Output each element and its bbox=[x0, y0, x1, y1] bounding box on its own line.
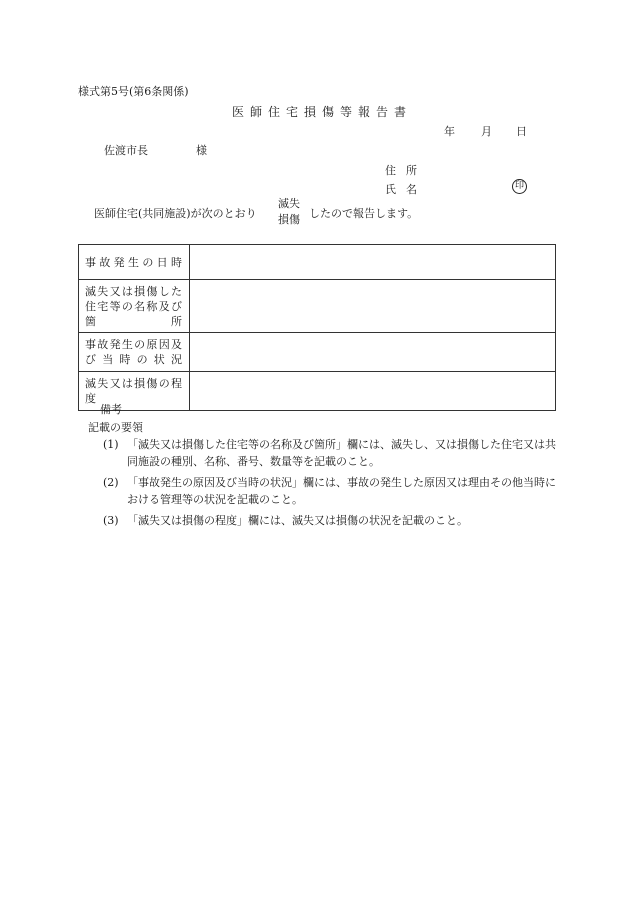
table-row bbox=[79, 333, 556, 372]
statement-options bbox=[278, 196, 300, 228]
note-text: 「滅失又は損傷の程度」欄には、滅失又は損傷の状況を記載のこと。 bbox=[127, 514, 468, 527]
table-row bbox=[79, 280, 556, 333]
instructions-title: 記載の要領 bbox=[88, 421, 143, 434]
remarks-heading: 備考 bbox=[100, 403, 122, 416]
note-item bbox=[103, 512, 558, 529]
date-month-label: 月 bbox=[481, 125, 492, 138]
row-value-field[interactable] bbox=[190, 245, 556, 280]
note-number: (3) bbox=[103, 514, 119, 527]
row-value-field[interactable] bbox=[190, 333, 556, 372]
page-title: 医師住宅損傷等報告書 bbox=[232, 105, 413, 119]
note-text: 「事故発生の原因及び当時の状況」欄には、事故の発生した原因又は理由その他当時における管理等の状況を記載のこと。 bbox=[127, 476, 556, 506]
table-row bbox=[79, 372, 556, 411]
statement-option-damage: 損傷 bbox=[278, 213, 300, 226]
name-label: 氏名 bbox=[385, 183, 427, 196]
row-value-field[interactable] bbox=[190, 372, 556, 411]
honorific: 様 bbox=[196, 144, 207, 157]
row-label: 滅失又は損傷の程度 bbox=[79, 372, 190, 411]
form-number: 様式第5号(第6条関係) bbox=[78, 85, 189, 98]
row-label: 滅失又は損傷した住宅等の名称及び箇所 bbox=[79, 280, 190, 333]
row-label: 事故発生の原因及び当時の状況 bbox=[79, 333, 190, 372]
note-item bbox=[103, 474, 558, 508]
report-table bbox=[78, 244, 556, 411]
date-year-label: 年 bbox=[444, 125, 455, 138]
table-row bbox=[79, 245, 556, 280]
note-item bbox=[103, 436, 558, 470]
statement-option-loss: 滅失 bbox=[278, 197, 300, 210]
row-label: 事故発生の日時 bbox=[79, 245, 190, 280]
seal-mark: 印 bbox=[512, 179, 527, 194]
row-value-field[interactable] bbox=[190, 280, 556, 333]
note-number: (2) bbox=[103, 476, 119, 489]
address-label: 住所 bbox=[385, 164, 427, 177]
addressee: 佐渡市長 bbox=[104, 144, 148, 157]
date-day-label: 日 bbox=[516, 125, 527, 138]
statement-prefix: 医師住宅(共同施設)が次のとおり bbox=[94, 207, 257, 220]
note-number: (1) bbox=[103, 438, 119, 451]
statement-suffix: したので報告します。 bbox=[309, 207, 419, 220]
note-text: 「滅失又は損傷した住宅等の名称及び箇所」欄には、滅失し、又は損傷した住宅又は共同施設の種別、名称、番号、数量等を記載のこと。 bbox=[127, 438, 556, 468]
